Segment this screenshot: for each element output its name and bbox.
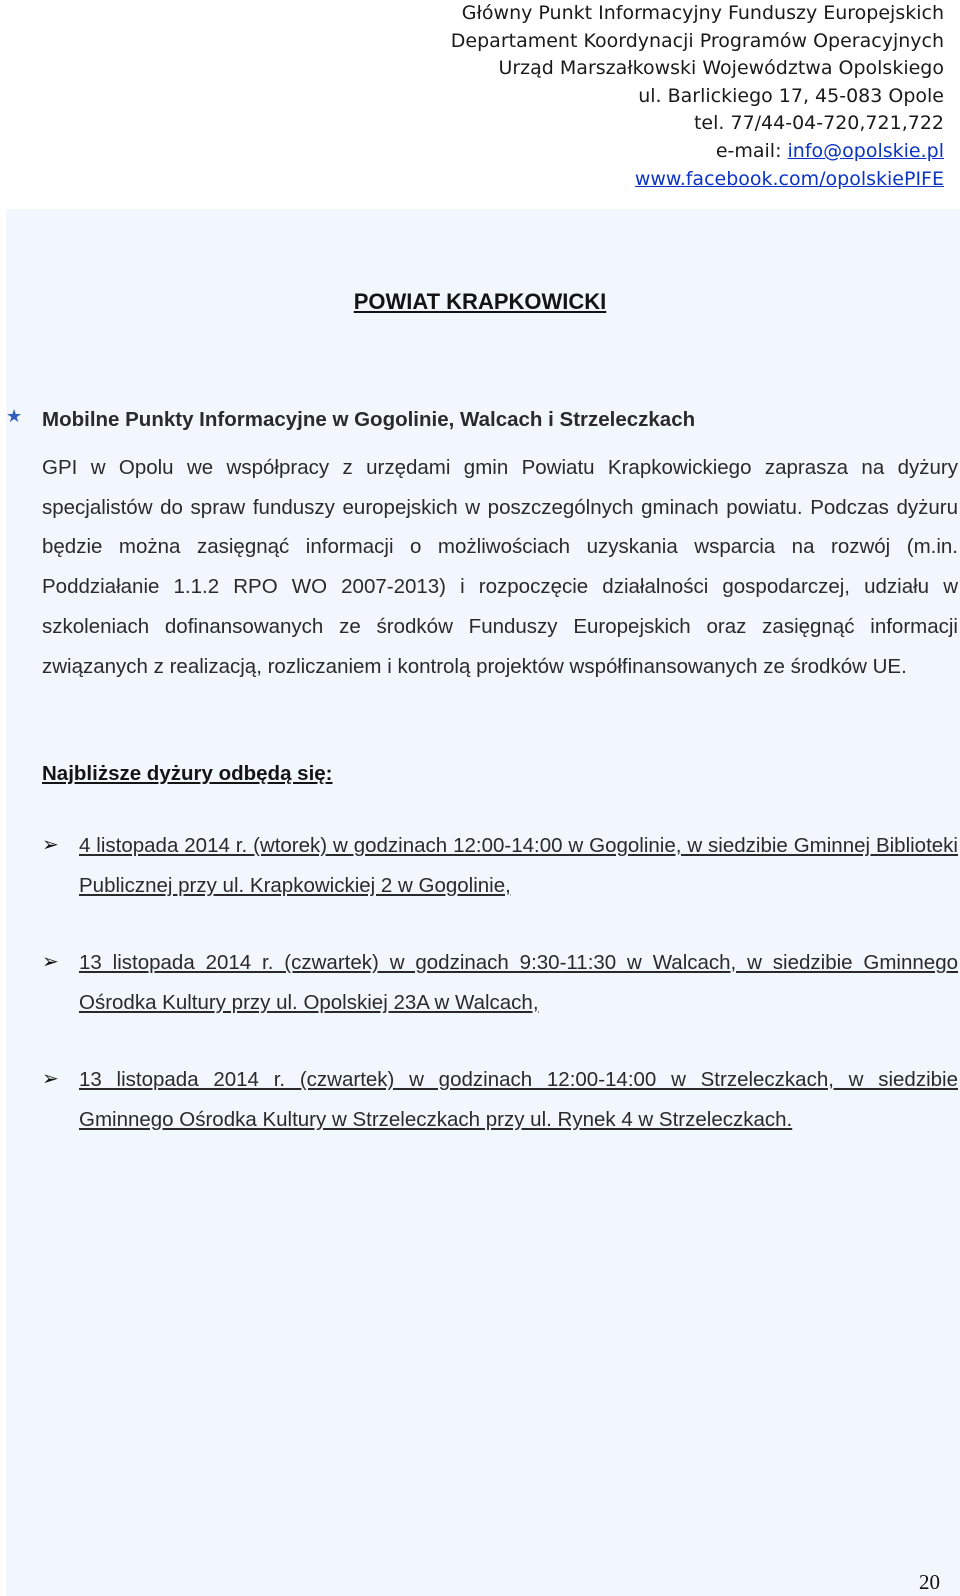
list-item <box>42 1060 958 1139</box>
arrowhead-bullet-icon: ➢ <box>42 951 59 973</box>
arrowhead-bullet-icon: ➢ <box>42 1068 59 1090</box>
header-website-line <box>244 166 944 194</box>
arrowhead-bullet-icon: ➢ <box>42 834 59 856</box>
page-title: POWIAT KRAPKOWICKI <box>353 289 607 314</box>
header-institution: Urząd Marszałkowski Województwa Opolskiego <box>498 57 944 80</box>
section-heading: Mobilne Punkty Informacyjne w Gogolinie, Walcach i Strzeleczkach <box>42 408 696 431</box>
list-item <box>42 826 958 905</box>
email-link[interactable]: info@opolskie.pl <box>787 139 944 162</box>
email-label: e-mail: <box>715 139 788 162</box>
schedule-subheading: Najbliższe dyżury odbędą się: <box>42 762 333 785</box>
header-office-name: Główny Punkt Informacyjny Funduszy Europejskich <box>461 2 944 24</box>
list-item-text: 13 listopada 2014 r. (czwartek) w godzinach 9:30-11:30 w Walcach, w siedzibie Gminnego Ośrodka Kultury przy ul. Opolskiej 23A w Walcach, <box>79 951 958 1014</box>
list-item <box>42 943 958 1022</box>
list-item-text: 13 listopada 2014 r. (czwartek) w godzinach 12:00-14:00 w Strzeleczkach, w siedzibie Gminnego Ośrodka Kultury w Strzeleczkach przy ul. Rynek 4 w Strzeleczkach. <box>79 1068 958 1131</box>
header-phone: tel. 77/44-04-720,721,722 <box>693 112 944 135</box>
page-number: 20 <box>919 1570 940 1594</box>
intro-paragraph: GPI w Opolu we współpracy z urzędami gmin Powiatu Krapkowickiego zaprasza na dyżury specjalistów do spraw funduszy europejskich w poszczególnych gminach powiatu. Podczas dyżuru będzie można zasięgnąć informacji o możliwościach uzyskania wsparcia na rozwój (m.in. Poddziałanie 1.1.2 RPO WO 2007-2013) i rozpoczęcie działalności gospodarczej, udziału w szkoleniach dofinansowanych ze środków Funduszy Europejskich oraz zasięgnąć informacji związanych z realizacją, rozliczaniem i kontrolą projektów współfinansowanych ze środków UE. <box>42 456 958 678</box>
website-link[interactable]: www.facebook.com/opolskiePIFE <box>634 167 944 190</box>
header-email-line <box>244 138 944 166</box>
star-icon: ★ <box>6 406 23 426</box>
list-item-text: 4 listopada 2014 r. (wtorek) w godzinach 12:00-14:00 w Gogolinie, w siedzibie Gminnej Biblioteki Publicznej przy ul. Krapkowickiej 2 w Gogolinie, <box>79 834 958 897</box>
header-address: ul. Barlickiego 17, 45-083 Opole <box>638 84 944 107</box>
header-department: Departament Koordynacji Programów Operacyjnych <box>450 29 944 52</box>
header-contact-block <box>244 0 944 193</box>
